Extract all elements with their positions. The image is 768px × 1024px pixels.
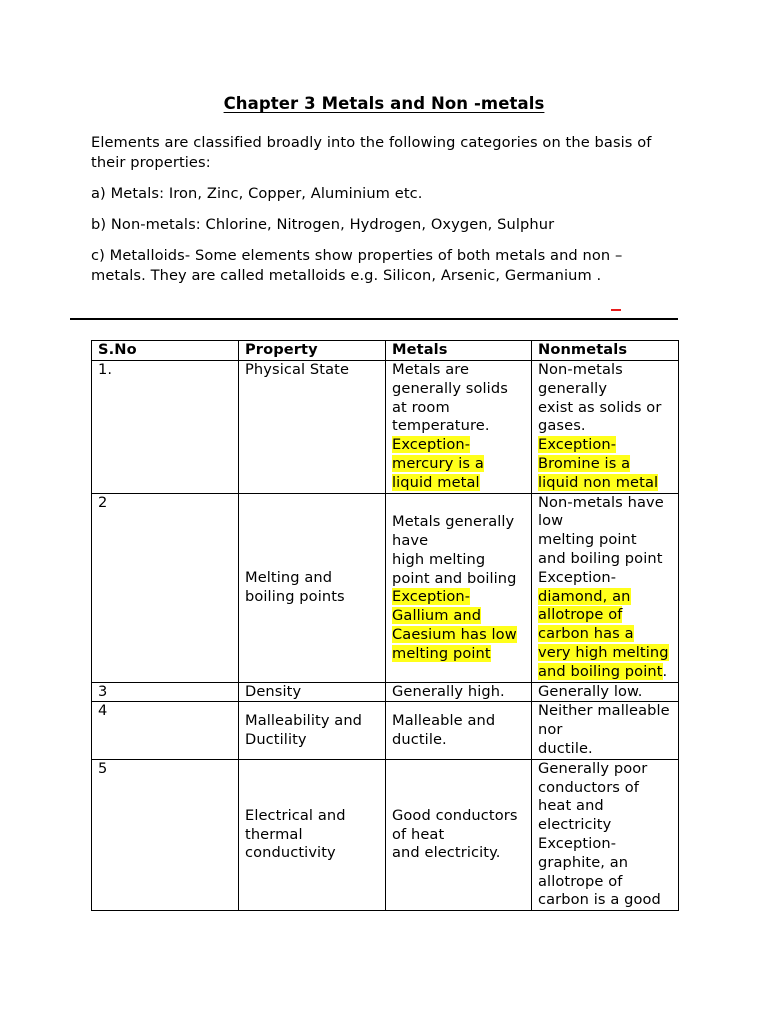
highlighted-exception: Exception- [392,436,471,454]
cell-line: Generally high. [392,682,505,700]
category-nonmetals: b) Non-metals: Chlorine, Nitrogen, Hydrogen, Oxygen, Sulphur [91,216,555,233]
cell-line: nor [538,721,563,739]
highlighted-exception: melting point [392,644,491,662]
cell-line: and electricity. [392,844,501,862]
cell-nonmetals [532,493,679,682]
highlighted-exception: Exception- [392,588,471,606]
cell-line: temperature. [392,417,490,435]
category-metals: a) Metals: Iron, Zinc, Copper, Aluminium etc. [91,185,423,202]
cell-line: boiling points [245,587,345,605]
cell-line: Neither malleable [538,702,670,720]
highlighted-exception: allotrope of [538,606,623,624]
sentence-period: . [662,662,668,680]
cell-line: exist as solids or [538,398,662,416]
cell-line: Generally poor [538,759,648,777]
cell-line: Non-metals have [538,493,664,511]
cell-line: high melting [392,550,486,568]
header-nonmetals: Nonmetals [532,341,679,361]
table-header-row [92,341,679,361]
cell-line: Ductility [245,730,307,748]
cell-metals [386,493,532,682]
cell-nonmetals [532,361,679,494]
cell-sno: 5 [92,759,239,910]
cell-line: thermal [245,825,303,843]
cell-line: ductile. [392,730,447,748]
cell-line: Good conductors [392,806,518,824]
cell-line: Non-metals [538,361,623,378]
category-metalloids [91,246,691,286]
table-row [92,702,679,759]
cell-line: allotrope of [538,872,623,890]
highlighted-exception: carbon has a [538,625,634,643]
cell-line: have [392,531,429,549]
cell-line: electricity [538,816,612,834]
highlighted-exception: liquid metal [392,473,480,491]
header-property: Property [239,341,386,361]
cell-metals [386,361,532,494]
cell-line: melting point [538,531,637,549]
highlighted-exception: Caesium has low [392,625,517,643]
header-sno: S.No [92,341,239,361]
highlighted-exception: Bromine is a [538,454,631,472]
cell-line: Density [245,682,302,700]
cell-line: of heat [392,825,445,843]
page-title: Chapter 3 Metals and Non -metals [223,94,545,113]
cell-line: Electrical and [245,806,346,824]
cell-line: point and boiling [392,569,517,587]
cell-line: generally [538,379,608,397]
cell-nonmetals [532,682,679,702]
table-row [92,682,679,702]
cell-line: at room [392,398,450,416]
highlighted-exception: very high melting [538,643,669,661]
highlighted-exception: Gallium and [392,607,482,625]
cell-line: Metals generally [392,513,515,531]
cell-line: Exception- [538,568,617,586]
table-row [92,759,679,910]
cell-nonmetals [532,702,679,759]
cell-metals [386,759,532,910]
cell-line: heat and [538,797,604,815]
highlighted-exception: and boiling point [538,662,663,680]
cell-line: conductivity [245,844,336,862]
cell-sno: 3 [92,682,239,702]
cell-property [239,759,386,910]
intro-line: their properties: [91,154,211,171]
cell-property [239,493,386,682]
cell-line: Malleability and [245,711,363,729]
highlighted-exception: mercury is a [392,454,484,472]
cell-line: conductors of [538,778,639,796]
cell-line: low [538,512,564,530]
highlighted-exception: diamond, an [538,587,631,605]
table-row [92,361,679,494]
cell-property [239,682,386,702]
metalloids-line: c) Metalloids- Some elements show properties of both metals and non – [91,247,623,264]
cell-sno: 1. [92,361,239,494]
red-mark [611,309,621,311]
cell-property [239,702,386,759]
intro-line: Elements are classified broadly into the following categories on the basis of [91,134,652,151]
cell-sno: 4 [92,702,239,759]
intro-paragraph [91,133,691,173]
metalloids-line: metals. They are called metalloids e.g. Silicon, Arsenic, Germanium . [91,267,602,284]
cell-metals [386,682,532,702]
horizontal-rule [70,318,678,320]
cell-line: Melting and [245,568,333,586]
cell-line: generally solids [392,379,508,397]
cell-nonmetals [532,759,679,910]
header-metals: Metals [386,341,532,361]
cell-metals [386,702,532,759]
cell-line: Metals are [392,361,470,378]
cell-line: Generally low. [538,682,643,700]
properties-table [91,340,679,911]
cell-line: Physical State [245,361,350,378]
highlighted-exception: Exception- [538,436,617,454]
cell-line: Exception- [538,834,617,852]
highlighted-exception: liquid non metal [538,473,659,491]
cell-line: graphite, an [538,853,629,871]
cell-sno: 2 [92,493,239,682]
cell-line: and boiling point [538,549,663,567]
cell-line: ductile. [538,739,593,757]
cell-line: Malleable and [392,711,496,729]
cell-line: gases. [538,417,586,435]
table-row [92,493,679,682]
cell-line: carbon is a good [538,891,661,909]
cell-property [239,361,386,494]
